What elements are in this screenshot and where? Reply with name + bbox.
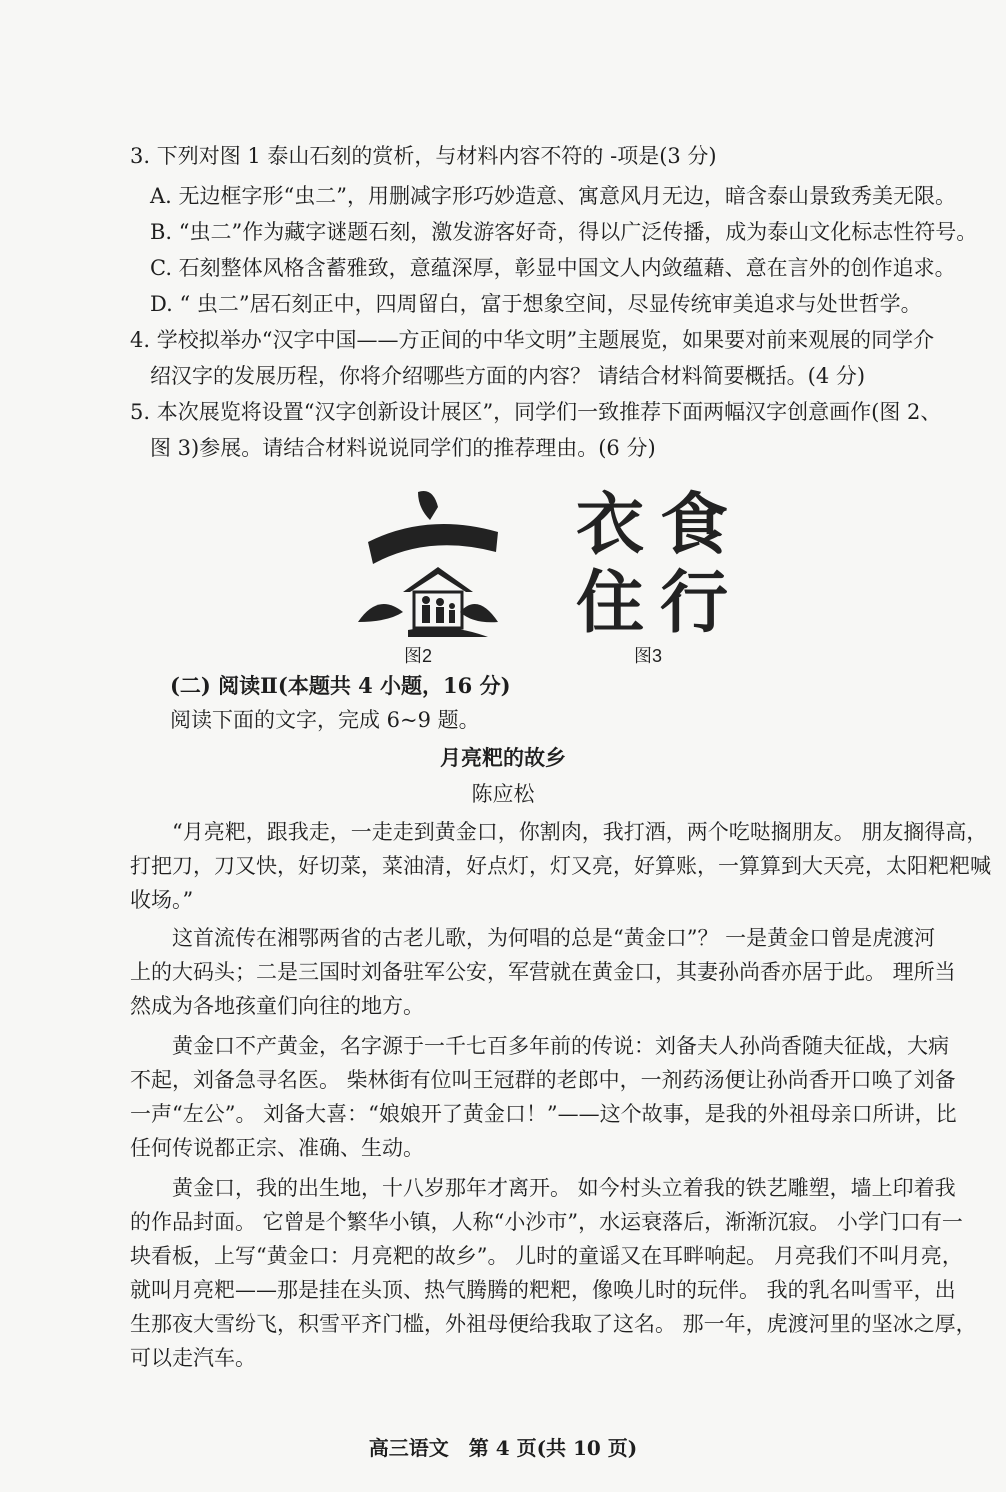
figure-3-yi-shi-zhu-xing [568, 478, 738, 642]
figure-3-caption: 图3 [634, 646, 663, 666]
q5-line-2: 图 3)参展。请结合材料说说同学们的推荐理由。(6 分) [150, 436, 656, 460]
q3-option-b: B. “虫二”作为藏字谜题石刻，激发游客好奇，得以广泛传播，成为泰山文化标志性符号。 [150, 220, 978, 244]
q3-option-c: C. 石刻整体风格含蓄雅致，意蕴深厚，彰显中国文人内敛蕴藉、意在言外的创作追求。 [150, 256, 956, 280]
q3-stem: 3. 下列对图 1 泰山石刻的赏析，与材料内容不符的 -项是(3 分) [130, 144, 717, 168]
family-figure-icon [422, 596, 430, 604]
page-footer: 高三语文 第 4 页(共 10 页) [368, 1436, 638, 1460]
paragraph-3-line-4: 任何传说都正宗、准确、生动。 [130, 1136, 424, 1160]
jia-base-brush [408, 627, 488, 637]
section-instruction: 阅读下面的文字，完成 6~9 题。 [170, 708, 480, 732]
fig3-char-yi: 衣 [576, 486, 645, 565]
paragraph-2-line-3: 然成为各地孩童们向往的地方。 [130, 994, 424, 1018]
fig3-char-shi: 食 [660, 486, 729, 565]
jia-dot-brush [418, 491, 438, 520]
house-roof-icon [403, 567, 473, 592]
q3-option-d: D. “ 虫二”居石刻正中，四周留白，富于想象空间，尽显传统审美追求与处世哲学。 [150, 292, 922, 316]
paragraph-3-line-3: 一声“左公”。 刘备大喜：“娘娘开了黄金口！”——这个故事，是我的外祖母亲口所讲，比 [130, 1102, 957, 1126]
paragraph-4-line-5: 生那夜大雪纷飞，积雪平齐门槛，外祖母便给我取了这名。 那一年，虎渡河里的坚冰之厚， [130, 1312, 977, 1336]
paragraph-2-line-2: 上的大码头；二是三国时刘备驻军公安，军营就在黄金口，其妻孙尚香亦居于此。 理所当 [130, 960, 956, 984]
paragraph-1-line-1: “月亮粑，跟我走，一走走到黄金口，你割肉，我打酒，两个吃哒搁朋友。 朋友搁得高， [172, 820, 988, 844]
q4-line-2: 绍汉字的发展历程，你将介绍哪些方面的内容？ 请结合材料简要概括。(4 分) [150, 364, 866, 388]
article-title: 月亮粑的故乡 [440, 745, 566, 770]
leaf-left-icon [358, 604, 403, 622]
section-heading: (二) 阅读Ⅱ(本题共 4 小题，16 分) [170, 673, 511, 698]
figure-2-artwork [348, 472, 508, 642]
paragraph-2-line-1: 这首流传在湘鄂两省的古老儿歌，为何唱的总是“黄金口”？ 一是黄金口曾是虎渡河 [172, 926, 936, 950]
q4-line-1: 4. 学校拟举办“汉字中国——方正间的中华文明”主题展览，如果要对前来观展的同学介 [130, 328, 935, 352]
figure-2-jia [348, 472, 508, 646]
paragraph-4-line-2: 的作品封面。 它曾是个繁华小镇，人称“小沙市”，水运衰落后，渐渐沉寂。 小学门口有一 [130, 1210, 963, 1234]
q3-option-a: A. 无边框字形“虫二”，用删减字形巧妙造意、寓意风月无边，暗含泰山景致秀美无限。 [150, 184, 956, 208]
figure-3-artwork [568, 478, 738, 638]
paragraph-1-line-2: 打把刀，刀又快，好切菜，菜油清，好点灯，灯又亮，好算账，一算算到大天亮，太阳粑粑喊 [130, 854, 991, 878]
paragraph-3-line-1: 黄金口不产黄金，名字源于一千七百多年前的传说：刘备夫人孙尚香随夫征战，大病 [172, 1034, 949, 1058]
fig3-char-xing: 行 [660, 564, 729, 638]
q5-line-1: 5. 本次展览将设置“汉字创新设计展区”，同学们一致推荐下面两幅汉字创意画作(图 2、 [130, 400, 942, 424]
figure-2-caption: 图2 [404, 646, 433, 666]
jia-roof-brush [368, 524, 498, 564]
paragraph-1-line-3: 收场。” [130, 888, 194, 912]
article-author: 陈应松 [471, 782, 535, 806]
fig3-char-zhu: 住 [576, 564, 645, 638]
paragraph-4-line-1: 黄金口，我的出生地，十八岁那年才离开。 如今村头立着我的铁艺雕塑，墙上印着我 [172, 1176, 956, 1200]
paragraph-4-line-4: 就叫月亮粑——那是挂在头顶、热气腾腾的粑粑，像唤儿时的玩伴。 我的乳名叫雪平，出 [130, 1278, 956, 1302]
paragraph-3-line-2: 不起，刘备急寻名医。 柴林街有位叫王冠群的老郎中，一剂药汤便让孙尚香开口唤了刘备 [130, 1068, 956, 1092]
paragraph-4-line-6: 可以走汽车。 [130, 1346, 256, 1370]
paragraph-4-line-3: 块看板，上写“黄金口：月亮粑的故乡”。 儿时的童谣又在耳畔响起。 月亮我们不叫月亮， [130, 1244, 963, 1268]
leaf-right-icon [460, 604, 498, 622]
